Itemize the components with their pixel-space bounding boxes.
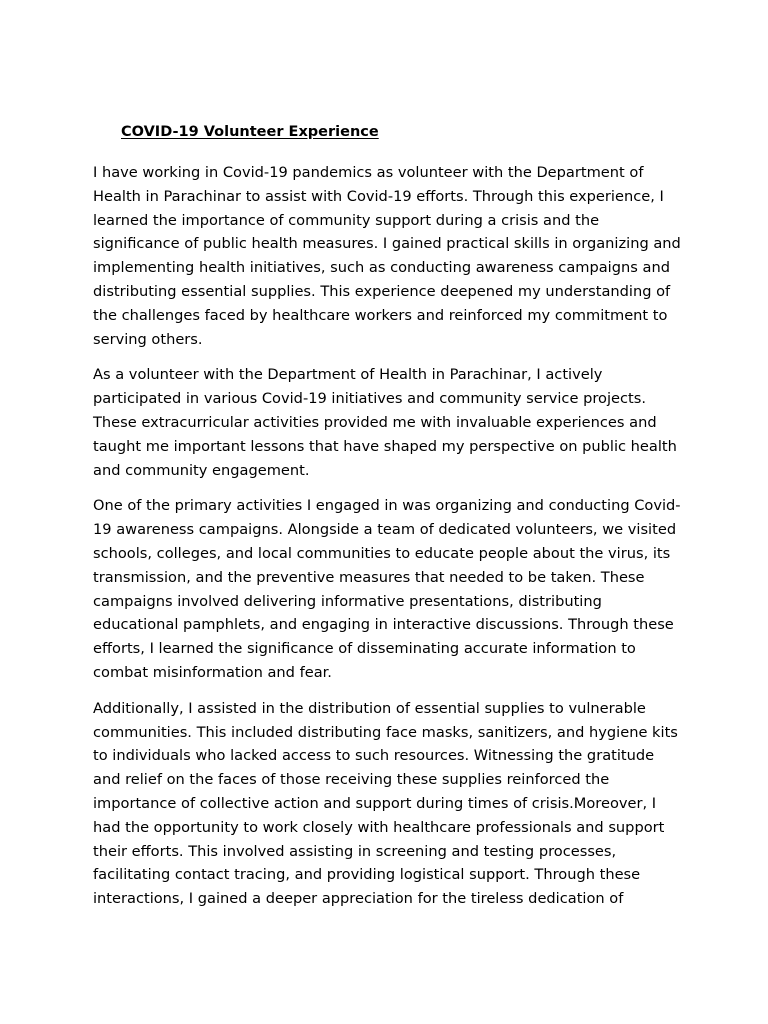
paragraph-2: As a volunteer with the Department of Health in Parachinar, I actively participated in various Covid-19 initiatives and community service projects. These extracurricular activities provided me with invaluable experiences and taught me important lessons that have shaped my perspective on public health and community engagement. bbox=[93, 366, 677, 479]
paragraph-1: I have working in Covid-19 pandemics as volunteer with the Department of Health in Parachinar to assist with Covid-19 efforts. Through this experience, I learned the importance of community support during a crisis and the significance of public health measures. I gained practical skills in organizing and implementing health initiatives, such as conducting awareness campaigns and distributing essential supplies. This experience deepened my understanding of the challenges faced by healthcare workers and reinforced my commitment to serving others. bbox=[93, 164, 681, 348]
paragraph-3: One of the primary activities I engaged in was organizing and conducting Covid-19 awareness campaigns. Alongside a team of dedicated volunteers, we visited schools, colleges, and local communities to educate people about the virus, its transmission, and the preventive measures that needed to be taken. These campaigns involved delivering informative presentations, distributing educational pamphlets, and engaging in interactive discussions. Through these efforts, I learned the significance of disseminating accurate information to combat misinformation and fear. bbox=[93, 497, 681, 681]
document-body bbox=[93, 161, 683, 911]
document-title: COVID-19 Volunteer Experience bbox=[121, 124, 379, 140]
paragraph-4: Additionally, I assisted in the distribution of essential supplies to vulnerable communities. This included distributing face masks, sanitizers, and hygiene kits to individuals who lacked access to such resources. Witnessing the gratitude and relief on the faces of those receiving these supplies reinforced the importance of collective action and support during times of crisis.Moreover, I had the opportunity to work closely with healthcare professionals and support their efforts. This involved assisting in screening and testing processes, facilitating contact tracing, and providing logistical support. Through these interactions, I gained a deeper appreciation for the tireless dedication of bbox=[93, 699, 678, 908]
